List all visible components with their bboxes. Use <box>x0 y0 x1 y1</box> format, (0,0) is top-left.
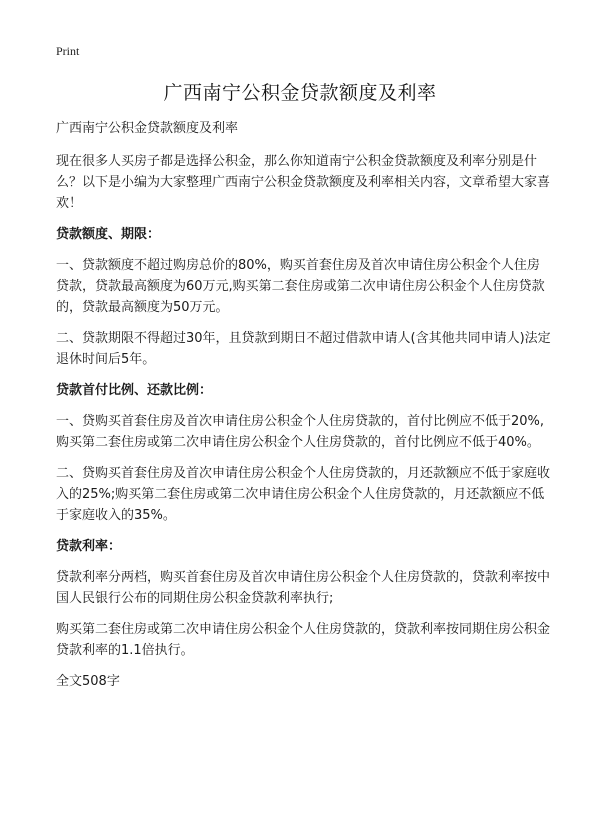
section-paragraph: 购买第二套住房或第二次申请住房公积金个人住房贷款的，贷款利率按同期住房公积金贷款利率的1.1倍执行。 <box>56 622 551 658</box>
article-body <box>56 118 552 702</box>
section-heading-interest-rate: 贷款利率： <box>56 539 122 554</box>
print-link[interactable]: Print <box>56 44 80 58</box>
section-paragraph: 一、贷购买首套住房及首次申请住房公积金个人住房贷款的，首付比例应不低于20%,购买第二套住房或第二次申请住房公积金个人住房贷款的，首付比例应不低于40%。 <box>56 414 545 450</box>
section-heading-down-payment: 贷款首付比例、还款比例： <box>56 383 213 398</box>
section-paragraph: 一、贷款额度不超过购房总价的80%，购买首套住房及首次申请住房公积金个人住房贷款，贷款最高额度为60万元,购买第二套住房或第二次申请住房公积金个人住房贷款的，贷款最高额度为50万元。 <box>56 258 545 315</box>
section-paragraph: 贷款利率分两档，购买首套住房及首次申请住房公积金个人住房贷款的，贷款利率按中国人民银行公布的同期住房公积金贷款利率执行; <box>56 570 551 606</box>
section-heading-amount-term: 贷款额度、期限： <box>56 227 161 242</box>
word-count: 全文508字 <box>56 674 120 689</box>
section-paragraph: 二、贷款期限不得超过30年，且贷款到期日不超过借款申请人(含其他共同申请人)法定退休时间后5年。 <box>56 331 551 367</box>
intro-paragraph: 现在很多人买房子都是选择公积金，那么你知道南宁公积金贷款额度及利率分别是什么？以下是小编为大家整理广西南宁公积金贷款额度及利率相关内容，文章希望大家喜欢！ <box>56 154 551 211</box>
section-paragraph: 二、贷购买首套住房及首次申请住房公积金个人住房贷款的，月还款额应不低于家庭收入的25%;购买第二套住房或第二次申请住房公积金个人住房贷款的，月还款额应不低于家庭收入的35%。 <box>56 466 551 523</box>
article-subtitle: 广西南宁公积金贷款额度及利率 <box>56 121 239 136</box>
page-title: 广西南宁公积金贷款额度及利率 <box>163 82 437 104</box>
